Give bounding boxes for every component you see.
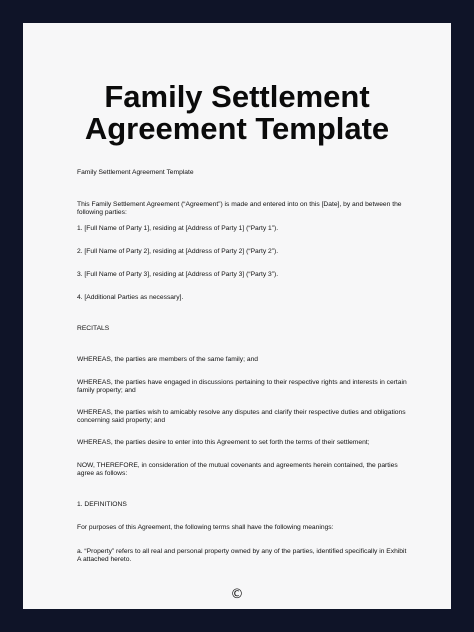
definitions-heading: 1. DEFINITIONS bbox=[77, 501, 127, 508]
copyright-icon: © bbox=[230, 586, 244, 602]
now-therefore-paragraph: NOW, THEREFORE, in consideration of the mutual covenants and agreements herein contained, the parties agree as follows: bbox=[77, 462, 398, 478]
heading-line-2: Agreement Template bbox=[84, 111, 390, 146]
party-3: 3. [Full Name of Party 3], residing at [Address of Party 3] (“Party 3”). bbox=[77, 271, 279, 278]
party-1: 1. [Full Name of Party 1], residing at [Address of Party 1] (“Party 1”). bbox=[77, 225, 279, 232]
recital-4: WHEREAS, the parties desire to enter into this Agreement to set forth the terms of their settlement; bbox=[77, 439, 370, 446]
recitals-heading: RECITALS bbox=[77, 325, 110, 332]
document-page bbox=[23, 23, 451, 609]
recital-2: WHEREAS, the parties have engaged in discussions pertaining to their respective rights and interests in certain family property; and bbox=[77, 379, 407, 395]
doc-title: Family Settlement Agreement Template bbox=[77, 169, 194, 176]
intro-paragraph: This Family Settlement Agreement (“Agreement”) is made and entered into on this [Date], by and between the following parties: bbox=[77, 201, 402, 217]
party-additional: 4. [Additional Parties as necessary]. bbox=[77, 294, 184, 301]
recital-1: WHEREAS, the parties are members of the same family; and bbox=[77, 356, 259, 363]
heading-line-1: Family Settlement bbox=[104, 79, 370, 114]
document-heading bbox=[23, 81, 451, 145]
party-2: 2. [Full Name of Party 2], residing at [Address of Party 2] (“Party 2”). bbox=[77, 248, 279, 255]
recital-3: WHEREAS, the parties wish to amicably resolve any disputes and clarify their respective duties and obligations concerning said property; and bbox=[77, 409, 406, 425]
definitions-intro: For purposes of this Agreement, the following terms shall have the following meanings: bbox=[77, 524, 334, 531]
definition-a: a. “Property” refers to all real and personal property owned by any of the parties, identified specifically in Exhibit A attached hereto. bbox=[77, 548, 407, 564]
